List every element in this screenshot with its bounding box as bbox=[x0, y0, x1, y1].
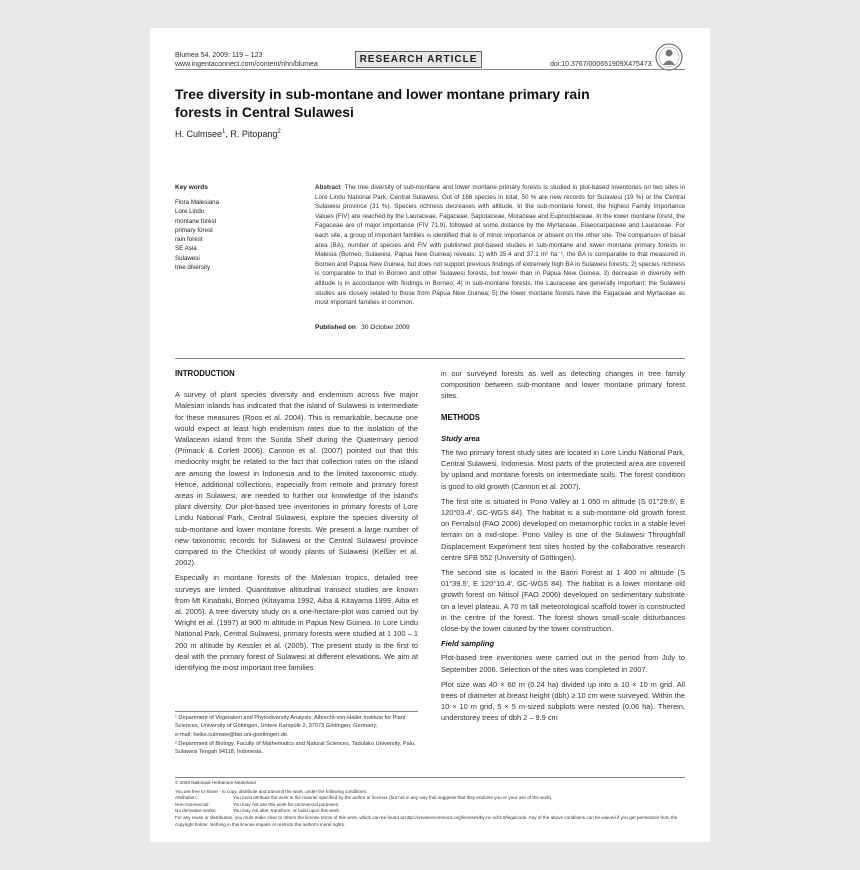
body-paragraph: The first site is situated in Pono Valley at 1 050 m altitude (S 01°29.6', E 120°03.4', GC-WGS 84). The habitat is a sub-montane old growth forest on Ferralsol (FAO 2006) developed on metamorphic rocks in a stable level terrain on a mid-slope. Pono Valley is one of the Sulawesi Throughfall Displacement Experiment test sites hosted by the collaborative research centre SFB 552 (University of Göttingen). bbox=[441, 496, 685, 562]
author-affil-ref: 2 bbox=[277, 129, 281, 135]
body-paragraph: in our surveyed forests as well as detecting changes in tree family composition between sub-montane and lower montane primary forest sites. bbox=[441, 369, 685, 401]
author-affil-ref: 1 bbox=[222, 129, 226, 135]
license-row bbox=[175, 808, 690, 815]
paper-page bbox=[150, 28, 710, 842]
affiliation-email[interactable]: e-mail: heike.culmsee@bio.uni-goettingen.de. bbox=[175, 732, 289, 738]
license-footer: For any reuse or distribution, you must make clear to others the license terms of this work, which can be found at http://creativecommons.org/licenses/by-nc-nd/3.0/legalcode. Any of the above conditions can be waived if you get permission from the copyright holder. Nothing in this license impairs or restricts the author's moral rights. bbox=[175, 814, 678, 827]
license-intro: You are free to share - to copy, distribute and transmit the work, under the following conditions: bbox=[175, 788, 368, 794]
license-row bbox=[175, 795, 690, 802]
right-column bbox=[441, 368, 685, 728]
affiliation-footnotes bbox=[175, 714, 425, 757]
keyword-item: Sulawesi bbox=[175, 254, 200, 262]
abstract-label: Abstract bbox=[315, 184, 341, 191]
body-paragraph: The second site is located in the Bariri Forest at 1 400 m altitude (S 01°39.5', E 120°10.4', GC-WGS 84). The habitat is a lower montane old growth forest on Nitisol (FAO 2006) developed on sedimentary substrate on a level plateau. A 70 m tall meteorological scaffold tower is constructed in the centre of the forest. The forest shows small-scale disturbances close-by the tower caused by the tower construction. bbox=[441, 568, 685, 634]
keywords-heading: Key words bbox=[175, 184, 208, 191]
published-label: Published on bbox=[315, 324, 356, 331]
license-term: Non-commercial: bbox=[175, 801, 210, 807]
keyword-item: SE Asia bbox=[175, 245, 197, 253]
abstract-rule bbox=[175, 358, 685, 359]
published-date: 30 October 2009 bbox=[361, 324, 410, 331]
published-line bbox=[315, 324, 410, 331]
author-name: H. Culmsee bbox=[175, 129, 223, 139]
author-name: , R. Pitopang bbox=[225, 129, 278, 139]
license-row bbox=[175, 802, 690, 809]
copyright-notice: © 2009 Nationaal Herbarium Nederland bbox=[175, 780, 256, 785]
keyword-item: primary forest bbox=[175, 226, 213, 234]
keyword-item: montane forest bbox=[175, 217, 217, 225]
methods-heading: METHODS bbox=[441, 412, 480, 422]
license-term-text: You may not use this work for commercial purposes. bbox=[233, 801, 340, 807]
license-term-text: You may not alter, transform, or build upon this work. bbox=[233, 808, 341, 814]
field-sampling-heading: Field sampling bbox=[441, 639, 495, 649]
body-paragraph: Plot-based tree inventories were carried out in the period from July to September 2006. Selection of the sites was completed in 2007. bbox=[441, 653, 685, 674]
keyword-item: Flora Malesiana bbox=[175, 199, 220, 206]
intro-paragraph: Especially in montane forests of the Malesian tropics, detailed tree surveys are limited. Quantitative altitudinal transect studies are known from Mt Kinabalu, Borneo (Kitayama 1992, Aiba & Kitayama 1999, Aiba et al. 2005). A tree diversity study on a one-hectare-plot was carried out by Wright et al. (1997) at 900 m altitude in Papua New Guinea. In Lore Lindu National Park, Central Sulawesi, primary forests were studied at 1 100 – 1 200 m altitude by Kessler et al. (2005). The present study is the first to deal with the primary forest of Sulawesi at different elevations. We aim at identifying the most important tree families bbox=[175, 573, 418, 673]
license-block bbox=[175, 780, 690, 828]
keyword-item: rain forest bbox=[175, 236, 203, 244]
intro-paragraph: A survey of plant species diversity and endemism across five major Malesian islands has indicated that the island of Sulawesi is intermediate for these measures (Roos et al. 2004). This is remarkable, because one would expect at least high endemism rates due to the isolation of the Wallacean island from the Sunda Shelf during the Quaternary period (Primack & Corlett 2006). Cannon et al. (2007) pointed out that this mediocrity might be related to the fact that collection rates on the island are among the lowest in Indonesia and to the limited taxonomic study. Hence, additional collections, especially from remote and primary forest areas in Sulawesi, are needed to further our knowledge of the island's plant diversity. Our plot-based tree inventories in primary forests of Lore Lindu National Park, Central Sulawesi, explore the species diversity of sub-montane and lower montane forests. We present a large number of new taxonomic records for Sulawesi or the Central Sulawesi province compared to the Checklist of woody plants of Sulawesi (Keßler et al. 2002). bbox=[175, 390, 418, 568]
body-paragraph: The two primary forest study sites are located in Lore Lindu National Park, Central Sulawesi, Indonesia. Most parts of the protected area are covered by upland and montane forests on intermediate soils. The forest condition is good to old growth (Cannon et al. 2007). bbox=[441, 448, 685, 491]
author-list bbox=[175, 129, 281, 139]
footnote-rule bbox=[175, 711, 418, 712]
keyword-item: Lore Lindu bbox=[175, 208, 205, 216]
journal-url[interactable]: www.ingentaconnect.com/content/nhn/blumea bbox=[175, 61, 318, 68]
journal-citation bbox=[175, 51, 318, 69]
introduction-heading: INTRODUCTION bbox=[175, 369, 235, 378]
doi[interactable]: doi:10.3767/000651909X475473 bbox=[550, 61, 652, 68]
body-paragraph: Plot size was 40 × 60 m (0.24 ha) divided up into a 10 × 10 m grid. All trees of diameter at breast height (dbh) ≥ 10 cm were surveyed. Within the 10 × 10 m grid, 5 × 5 m-sized subplots were nested (0.06 ha). Therein, understorey trees of dbh 2 – 9.9 cm bbox=[441, 679, 685, 723]
article-title: Tree diversity in sub-montane and lower montane primary rain forests in Central Sulawesi bbox=[175, 86, 590, 120]
affiliation-1: ¹ Department of Vegetation and Phytodiversity Analysis, Albrecht-von-Haller Institute for Plant Sciences, University of Göttingen, Untere Karspüle 2, 37073 Göttingen, Germany; bbox=[175, 715, 406, 729]
abstract bbox=[315, 183, 685, 308]
abstract-text: The tree diversity of sub-montane and lower montane primary forests is studied in plot-based inventories on two sites in Lore Lindu National Park, Central Sulawesi. Out of 166 species in total, 50 % are new records for Sulawesi (19 %) or the Central Sulawesi province (31 %). Species richness decreases with altitude. In the sub-montane forest, the highest Family Importance Values (FIV) are reached by the Lauraceae, Fagaceae, Sapotaceae, Moraceae and Euphorbiaceae. In the lower montane forest, the Fagaceae are of major importance (FIV 71.9), followed at some distance by the Myrtaceae, Elaeocarpaceae and Lauraceae. For each site, a group of important families is identified that is of minor importance or absent on the other site. The comparison of basal area (BA), number of species and FIV with published plot-based studies in sub-montane and lower montane primary forests in Malesia (Borneo, Sulawesi, Papua New Guinea) reveals: 1) with 35.4 and 37.1 m² ha⁻¹, the BA is comparable to that measured in Borneo and Papua New Guinea, but does not support previous findings of extremely high BA in Sulawesi forests; 2) species richness is comparable to that in Borneo and other Sulawesi forests, but lower than in Papua New Guinea; 3) decrease in diversity with altitude is in accordance with findings in Borneo; 4) in sub-montane forests, the Lauraceae are generally important; the Sulawesi studies are closely related to those from Papua New Guinea; 5) the lower montane forests have the Fagaceae and Myrtaceae as most important families in common. bbox=[315, 184, 686, 307]
header-rule bbox=[175, 69, 685, 70]
license-term: Attribution: bbox=[175, 795, 197, 801]
herbarium-logo-icon bbox=[655, 43, 683, 71]
study-area-heading: Study area bbox=[441, 433, 480, 443]
license-rule bbox=[175, 777, 685, 778]
left-column bbox=[175, 368, 418, 677]
license-term: No derivative works: bbox=[175, 808, 217, 814]
license-term-text: You must attribute the work in the manner specified by the author or licensor (but not in any way that suggests that they endorse you or your use of the work). bbox=[233, 795, 553, 801]
affiliation-2: ² Department of Biology, Faculty of Mathematics and Natural Sciences, Tadulako University, Palu, Sulawesi Tengah 94118, Indonesia. bbox=[175, 741, 416, 755]
journal-volume: Blumea 54, 2009: 119 – 123 bbox=[175, 52, 263, 59]
keywords-list bbox=[175, 198, 219, 272]
keyword-item: tree diversity bbox=[175, 264, 211, 272]
article-type-badge: RESEARCH ARTICLE bbox=[355, 51, 482, 68]
